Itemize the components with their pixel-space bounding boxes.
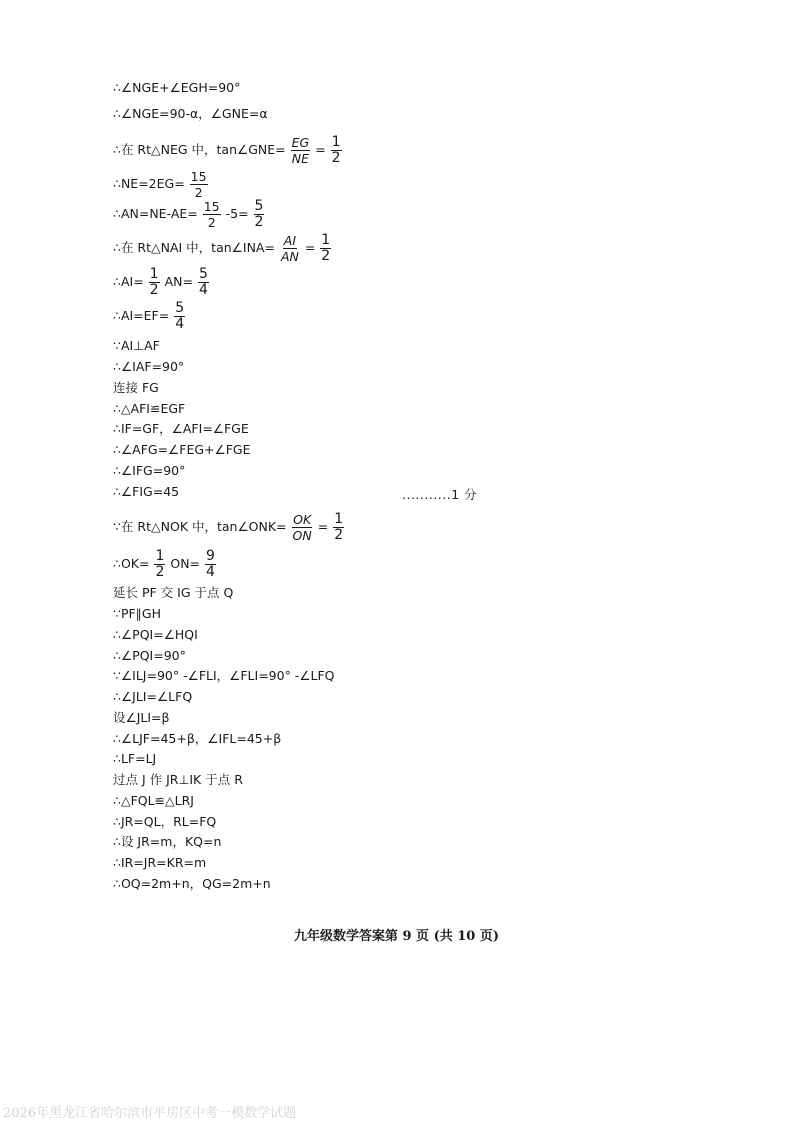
fraction <box>154 550 165 579</box>
solution-line: ∴△FQL≌△LRJ <box>113 793 194 808</box>
line-text: ∴OK= <box>113 556 150 571</box>
solution-line <box>113 302 186 331</box>
fraction <box>292 513 313 542</box>
solution-line: ∵AI⊥AF <box>113 338 160 353</box>
numerator: 5 <box>198 266 208 282</box>
solution-line: ∴∠LJF=45+β，∠IFL=45+β <box>113 731 282 746</box>
denominator: 2 <box>207 215 216 230</box>
solution-line: ∴∠FIG=45 <box>113 484 180 499</box>
solution-line: 连接 FG <box>113 380 159 395</box>
solution-line <box>113 170 209 199</box>
fraction <box>190 170 208 199</box>
fraction <box>331 136 342 165</box>
denominator: 4 <box>175 316 185 332</box>
solution-line: ∴∠NGE+∠EGH=90° <box>113 80 241 95</box>
numerator: OK <box>293 512 312 527</box>
denominator: 2 <box>321 248 331 264</box>
numerator: 5 <box>254 198 264 214</box>
fraction <box>254 200 265 229</box>
denominator: 4 <box>198 282 208 298</box>
denominator: 2 <box>334 527 344 543</box>
solution-line: ∴∠AFG=∠FEG+∠FGE <box>113 442 251 457</box>
line-text: AN= <box>164 274 193 289</box>
solution-line: ∴△AFI≌EGF <box>113 401 186 416</box>
fraction <box>203 200 221 229</box>
solution-line: ∴∠PQI=∠HQI <box>113 627 198 642</box>
solution-line: ∴IR=JR=KR=m <box>113 855 207 870</box>
fraction <box>174 302 185 331</box>
solution-line: ∴∠IFG=90° <box>113 463 186 478</box>
numerator: EG <box>291 135 310 150</box>
fraction <box>280 234 300 263</box>
equals-sign: = <box>315 142 326 157</box>
denominator: NE <box>291 151 310 166</box>
numerator: 1 <box>321 232 331 248</box>
solution-line <box>113 268 210 297</box>
numerator: 1 <box>334 511 344 527</box>
equals-sign: = <box>317 519 329 534</box>
solution-line <box>113 200 265 229</box>
line-text: ∴在 Rt△NEG 中，tan∠GNE= <box>113 142 286 157</box>
numerator: 1 <box>149 266 159 282</box>
numerator: 9 <box>206 548 215 564</box>
fraction <box>320 234 331 263</box>
solution-line: ∴∠PQI=90° <box>113 648 186 663</box>
solution-line: 设∠JLI=β <box>113 710 170 725</box>
line-text: ON= <box>170 556 201 571</box>
line-text: ∵在 Rt△NOK 中，tan∠ONK= <box>113 519 287 534</box>
solution-line: ∴IF=GF，∠AFI=∠FGE <box>113 421 249 436</box>
score-marker: ...........1 分 <box>402 487 478 502</box>
denominator: ON <box>292 528 312 543</box>
fraction <box>291 136 311 165</box>
denominator: 2 <box>194 185 203 200</box>
denominator: 2 <box>254 214 264 230</box>
denominator: 2 <box>149 282 159 298</box>
solution-line <box>113 234 332 263</box>
solution-line: ∴∠IAF=90° <box>113 359 185 374</box>
solution-line: ∵PF∥GH <box>113 606 162 621</box>
denominator: 2 <box>155 564 165 580</box>
solution-line: 过点 J 作 JR⊥IK 于点 R <box>113 772 243 787</box>
solution-line: ∴LF=LJ <box>113 751 157 766</box>
numerator: 1 <box>155 548 165 564</box>
solution-line: ∴∠NGE=90-α，∠GNE=α <box>113 106 268 121</box>
line-text: ∴AN=NE-AE= <box>113 206 198 221</box>
line-text: ∴NE=2EG= <box>113 176 185 191</box>
solution-line <box>113 513 345 542</box>
solution-line: ∴OQ=2m+n，QG=2m+n <box>113 876 271 891</box>
solution-line: ∵∠ILJ=90° -∠FLI，∠FLI=90° -∠LFQ <box>113 668 335 683</box>
solution-line <box>113 550 217 579</box>
line-text: ∴在 Rt△NAI 中，tan∠INA= <box>113 240 275 255</box>
minus-five: -5= <box>225 206 249 221</box>
fraction <box>198 268 209 297</box>
page-footer: 九年级数学答案第 9 页 (共 10 页) <box>293 929 500 944</box>
solution-line <box>113 136 343 165</box>
denominator: 2 <box>331 150 341 166</box>
solution-line: ∴∠JLI=∠LFQ <box>113 689 193 704</box>
denominator: 4 <box>206 564 215 580</box>
numerator: 15 <box>190 169 207 184</box>
numerator: 15 <box>203 199 220 214</box>
solution-line: ∴JR=QL，RL=FQ <box>113 814 217 829</box>
watermark: 2026年黑龙江省哈尔滨市平房区中考一模数学试题 <box>3 1106 297 1121</box>
numerator: 1 <box>331 134 341 150</box>
line-text: ∴AI= <box>113 274 144 289</box>
line-text: ∴AI=EF= <box>113 308 170 323</box>
solution-line: 延长 PF 交 IG 于点 Q <box>113 585 234 600</box>
equals-sign: = <box>304 240 316 255</box>
denominator: AN <box>280 249 299 264</box>
fraction <box>333 513 344 542</box>
numerator: 5 <box>175 300 185 316</box>
solution-line: ∴设 JR=m，KQ=n <box>113 834 222 849</box>
fraction <box>205 550 216 579</box>
fraction <box>149 268 160 297</box>
numerator: AI <box>283 233 297 248</box>
